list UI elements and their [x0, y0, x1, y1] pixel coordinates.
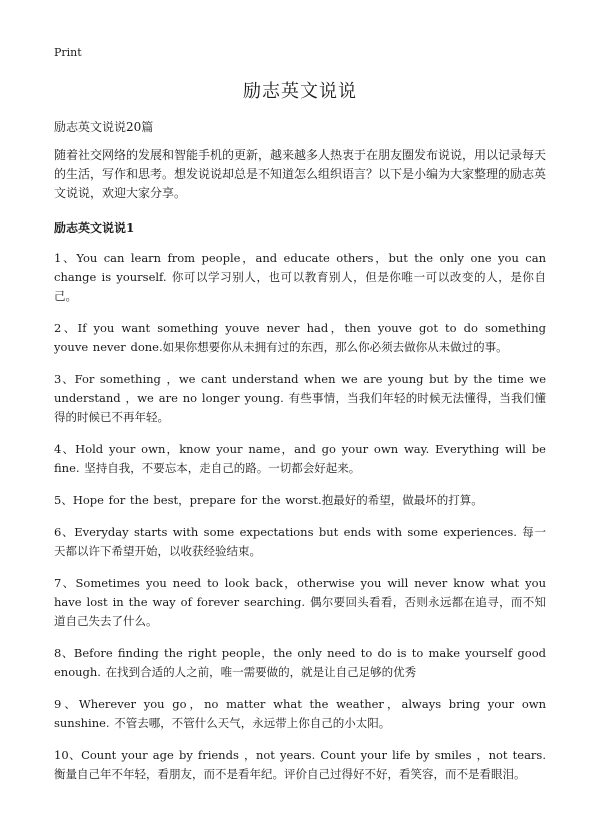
quote-chinese: 有些事情，当我们年轻的时候无法懂得，当我们懂得的时候已不再年轻。 — [54, 391, 547, 424]
print-link[interactable]: Print — [54, 46, 82, 59]
quote-item — [54, 370, 546, 427]
quote-item — [54, 491, 546, 510]
quote-english: 10、Count your age by friends ，not years. Count your life by smiles ，not tears. — [54, 748, 546, 762]
quote-chinese: 抱最好的希望，做最坏的打算。 — [321, 493, 483, 507]
quote-english: 4、Hold your own，know your name，and go your own way. Everything will be fine. — [54, 442, 546, 475]
quote-list — [54, 249, 546, 784]
section-heading: 励志英文说说1 — [54, 221, 135, 235]
quote-english: 7、Sometimes you need to look back，otherwise you will never know what you have lost in the way of forever searching. — [54, 576, 546, 609]
quote-item — [54, 523, 546, 561]
quote-english: 8、Before finding the right people，the only need to do is to make yourself good enough. — [54, 646, 546, 679]
quote-english: 2、If you want something youve never had，then youve got to do something youve never done. — [54, 321, 546, 354]
quote-item — [54, 574, 546, 631]
quote-chinese: 在找到合适的人之前，唯一需要做的，就是让自己足够的优秀 — [105, 665, 417, 679]
quote-chinese: 衡量自己年不年轻，看朋友，而不是看年纪。评价自己过得好不好，看笑容，而不是看眼泪。 — [54, 767, 526, 781]
quote-english: 6、Everyday starts with some expectations but ends with some experiences. — [54, 525, 517, 539]
quote-chinese: 不管去哪，不管什么天气，永远带上你自己的小太阳。 — [114, 716, 391, 730]
quote-item — [54, 319, 546, 357]
quote-english: 3、For something ，we cant understand when we are young but by the time we understand ，we are no longer young. — [54, 372, 546, 405]
quote-chinese: 坚持自我，不要忘本，走自己的路。一切都会好起来。 — [84, 461, 361, 475]
quote-chinese: 你可以学习别人，也可以教育别人，但是你唯一可以改变的人，是你自己。 — [54, 270, 546, 303]
quote-english: 9、Wherever you go，no matter what the weather，always bring your own sunshine. — [54, 697, 546, 730]
page-title: 励志英文说说 — [243, 81, 357, 102]
quote-item — [54, 440, 546, 478]
quote-chinese: 偶尔要回头看看，否则永远都在追寻，而不知道自己失去了什么。 — [54, 595, 547, 628]
quote-item — [54, 249, 546, 306]
intro-paragraph: 随着社交网络的发展和智能手机的更新，越来越多人热衷于在朋友圈发布说说，用以记录每天的生活，写作和思考。想发说说却总是不知道怎么组织语言？以下是小编为大家整理的励志英文说说，欢迎大家分享。 — [54, 148, 547, 200]
quote-chinese: 每一天都以许下希望开始，以收获经验结束。 — [54, 525, 547, 558]
document-subtitle: 励志英文说说20篇 — [54, 120, 154, 134]
quote-chinese: 如果你想要你从未拥有过的东西，那么你必须去做你从未做过的事。 — [162, 340, 508, 354]
quote-english: 1、You can learn from people，and educate others，but the only one you can change is yourself. — [54, 251, 546, 284]
quote-item — [54, 746, 546, 784]
quote-item — [54, 644, 546, 682]
quote-english: 5、Hope for the best，prepare for the worst. — [54, 493, 322, 507]
quote-item — [54, 695, 546, 733]
